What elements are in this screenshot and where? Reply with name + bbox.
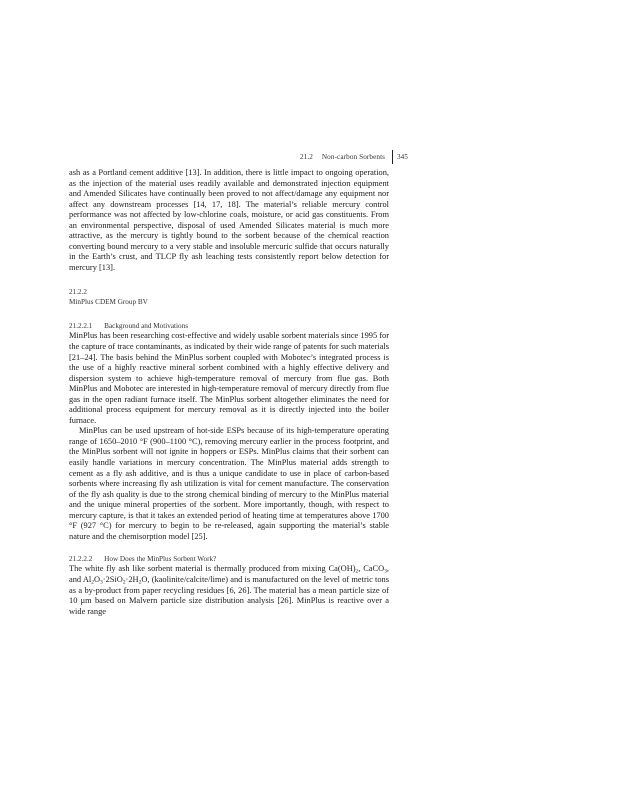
formula-h-o: O, bbox=[141, 574, 150, 584]
formula-caco3-sub: 3 bbox=[384, 568, 387, 575]
formula-caco3: , CaCO bbox=[358, 564, 385, 574]
section-21221-paragraph-1: MinPlus has been researching cost-effective and widely usable sorbent materials since 1995 for the capture of trace contaminants, as indicated by their wide range of patents for such materials [21–24]. The basis behind the MinPlus sorbent coupled with Mobotec’s integrated process is the use of a highly reactive mineral sorbent combined with a highly effective delivery and dispersion system to achieve high-temperature removal of mercury from flue gas. Both MinPlus and Mobotec are interested in high-temperature removal of mercury directly from flue gas in the open radiant furnace itself. The MinPlus sorbent altogether eliminates the need for additional process equipment for mercury removal as it is directly injected into the boiler furnace. bbox=[69, 331, 389, 425]
section-21221-paragraph-2: MinPlus can be used upstream of hot-side ESPs because of its high-temperature operating range of 1650–2010 °F (900–1100 °C), removing mercury earlier in the process footprint, and the MinPlus sorbent will not ignite in hoppers or ESPs. MinPlus claims that their sorbent can easily handle variations in mercury concentration. The MinPlus material adds strength to cement as a fly ash additive, and is thus a unique candidate to use in place of carbon-based sorbents where increasing fly ash utilization is vital for cement manufacture. The conservation of the fly ash quality is due to the strong chemical binding of mercury to the MinPlus material and the unique mineral properties of the sorbent. More importantly, though, with respect to mercury capture, is that it takes an extended period of heating time at temperatures above 1700 °F (927 °C) for mercury to begin to be re-released, again supporting the material’s stable nature and the chemisorption model [25]. bbox=[69, 426, 389, 541]
section-2122-number: 21.2.2 bbox=[69, 288, 87, 297]
body-text bbox=[69, 168, 389, 617]
section-21222-paragraph bbox=[69, 564, 389, 617]
running-head-rule bbox=[392, 150, 393, 164]
formula-h-sub: 2 bbox=[138, 579, 142, 586]
section-21221-title: Background and Motivations bbox=[104, 322, 188, 331]
intro-paragraph: ash as a Portland cement additive [13]. In addition, there is little impact to ongoing operation, as the injection of the material uses readily available and demonstrated injection equipment and Amended Silicates have continually been proved to not affect/damage any equipment nor affect any downstream processes [14, 17, 18]. The material’s reliable mercury control performance was not affected by low-chlorine coals, moisture, or acid gas constituents. From an environmental perspective, disposal of used Amended Silicates material is much more attractive, as the mercury is tightly bound to the sorbent because of the chemical reaction converting bound mercury to a very stable and insoluble mercuric sulfide that occurs naturally in the Earth’s crust, and TLCP fly ash leaching tests consistently report below detection for mercury [13]. bbox=[69, 168, 389, 272]
section-21221-number: 21.2.2.1 bbox=[69, 322, 93, 331]
section-21221-heading bbox=[69, 321, 389, 331]
formula-al: , and Al bbox=[69, 564, 390, 584]
formula-o-sub: 3 bbox=[100, 579, 103, 586]
running-head-section: 21.2 bbox=[300, 153, 313, 161]
formula-caoh2-sub: 2 bbox=[355, 568, 359, 575]
formula-si: ·2SiO bbox=[102, 574, 123, 584]
formula-al-sub: 2 bbox=[91, 579, 94, 586]
formula-si-sub: 2 bbox=[122, 579, 126, 586]
section-21222-number: 21.2.2.2 bbox=[69, 555, 93, 564]
running-head bbox=[300, 153, 385, 161]
formula-caoh2: Ca(OH) bbox=[328, 564, 356, 574]
paragraph-rest: (kaolinite/calcite/lime) and is manufactured on the level of metric tons as a by-product from paper recycling residues [6, 26]. The material has a mean particle size of 10 μm based on Malvern particle size distribution analysis [26]. MinPlus is reactive over a wide range bbox=[69, 574, 389, 616]
paragraph-start: The white fly ash like sorbent material is thermally produced from mixing bbox=[69, 564, 329, 574]
page-number: 345 bbox=[397, 153, 408, 161]
formula-h: ·2H bbox=[125, 574, 139, 584]
formula-o: O bbox=[93, 574, 101, 584]
section-21222-heading bbox=[69, 554, 389, 564]
running-head-title: Non-carbon Sorbents bbox=[321, 153, 386, 161]
section-21222-title: How Does the MinPlus Sorbent Work? bbox=[104, 555, 217, 564]
section-2122-title: MinPlus CDEM Group BV bbox=[69, 298, 148, 307]
